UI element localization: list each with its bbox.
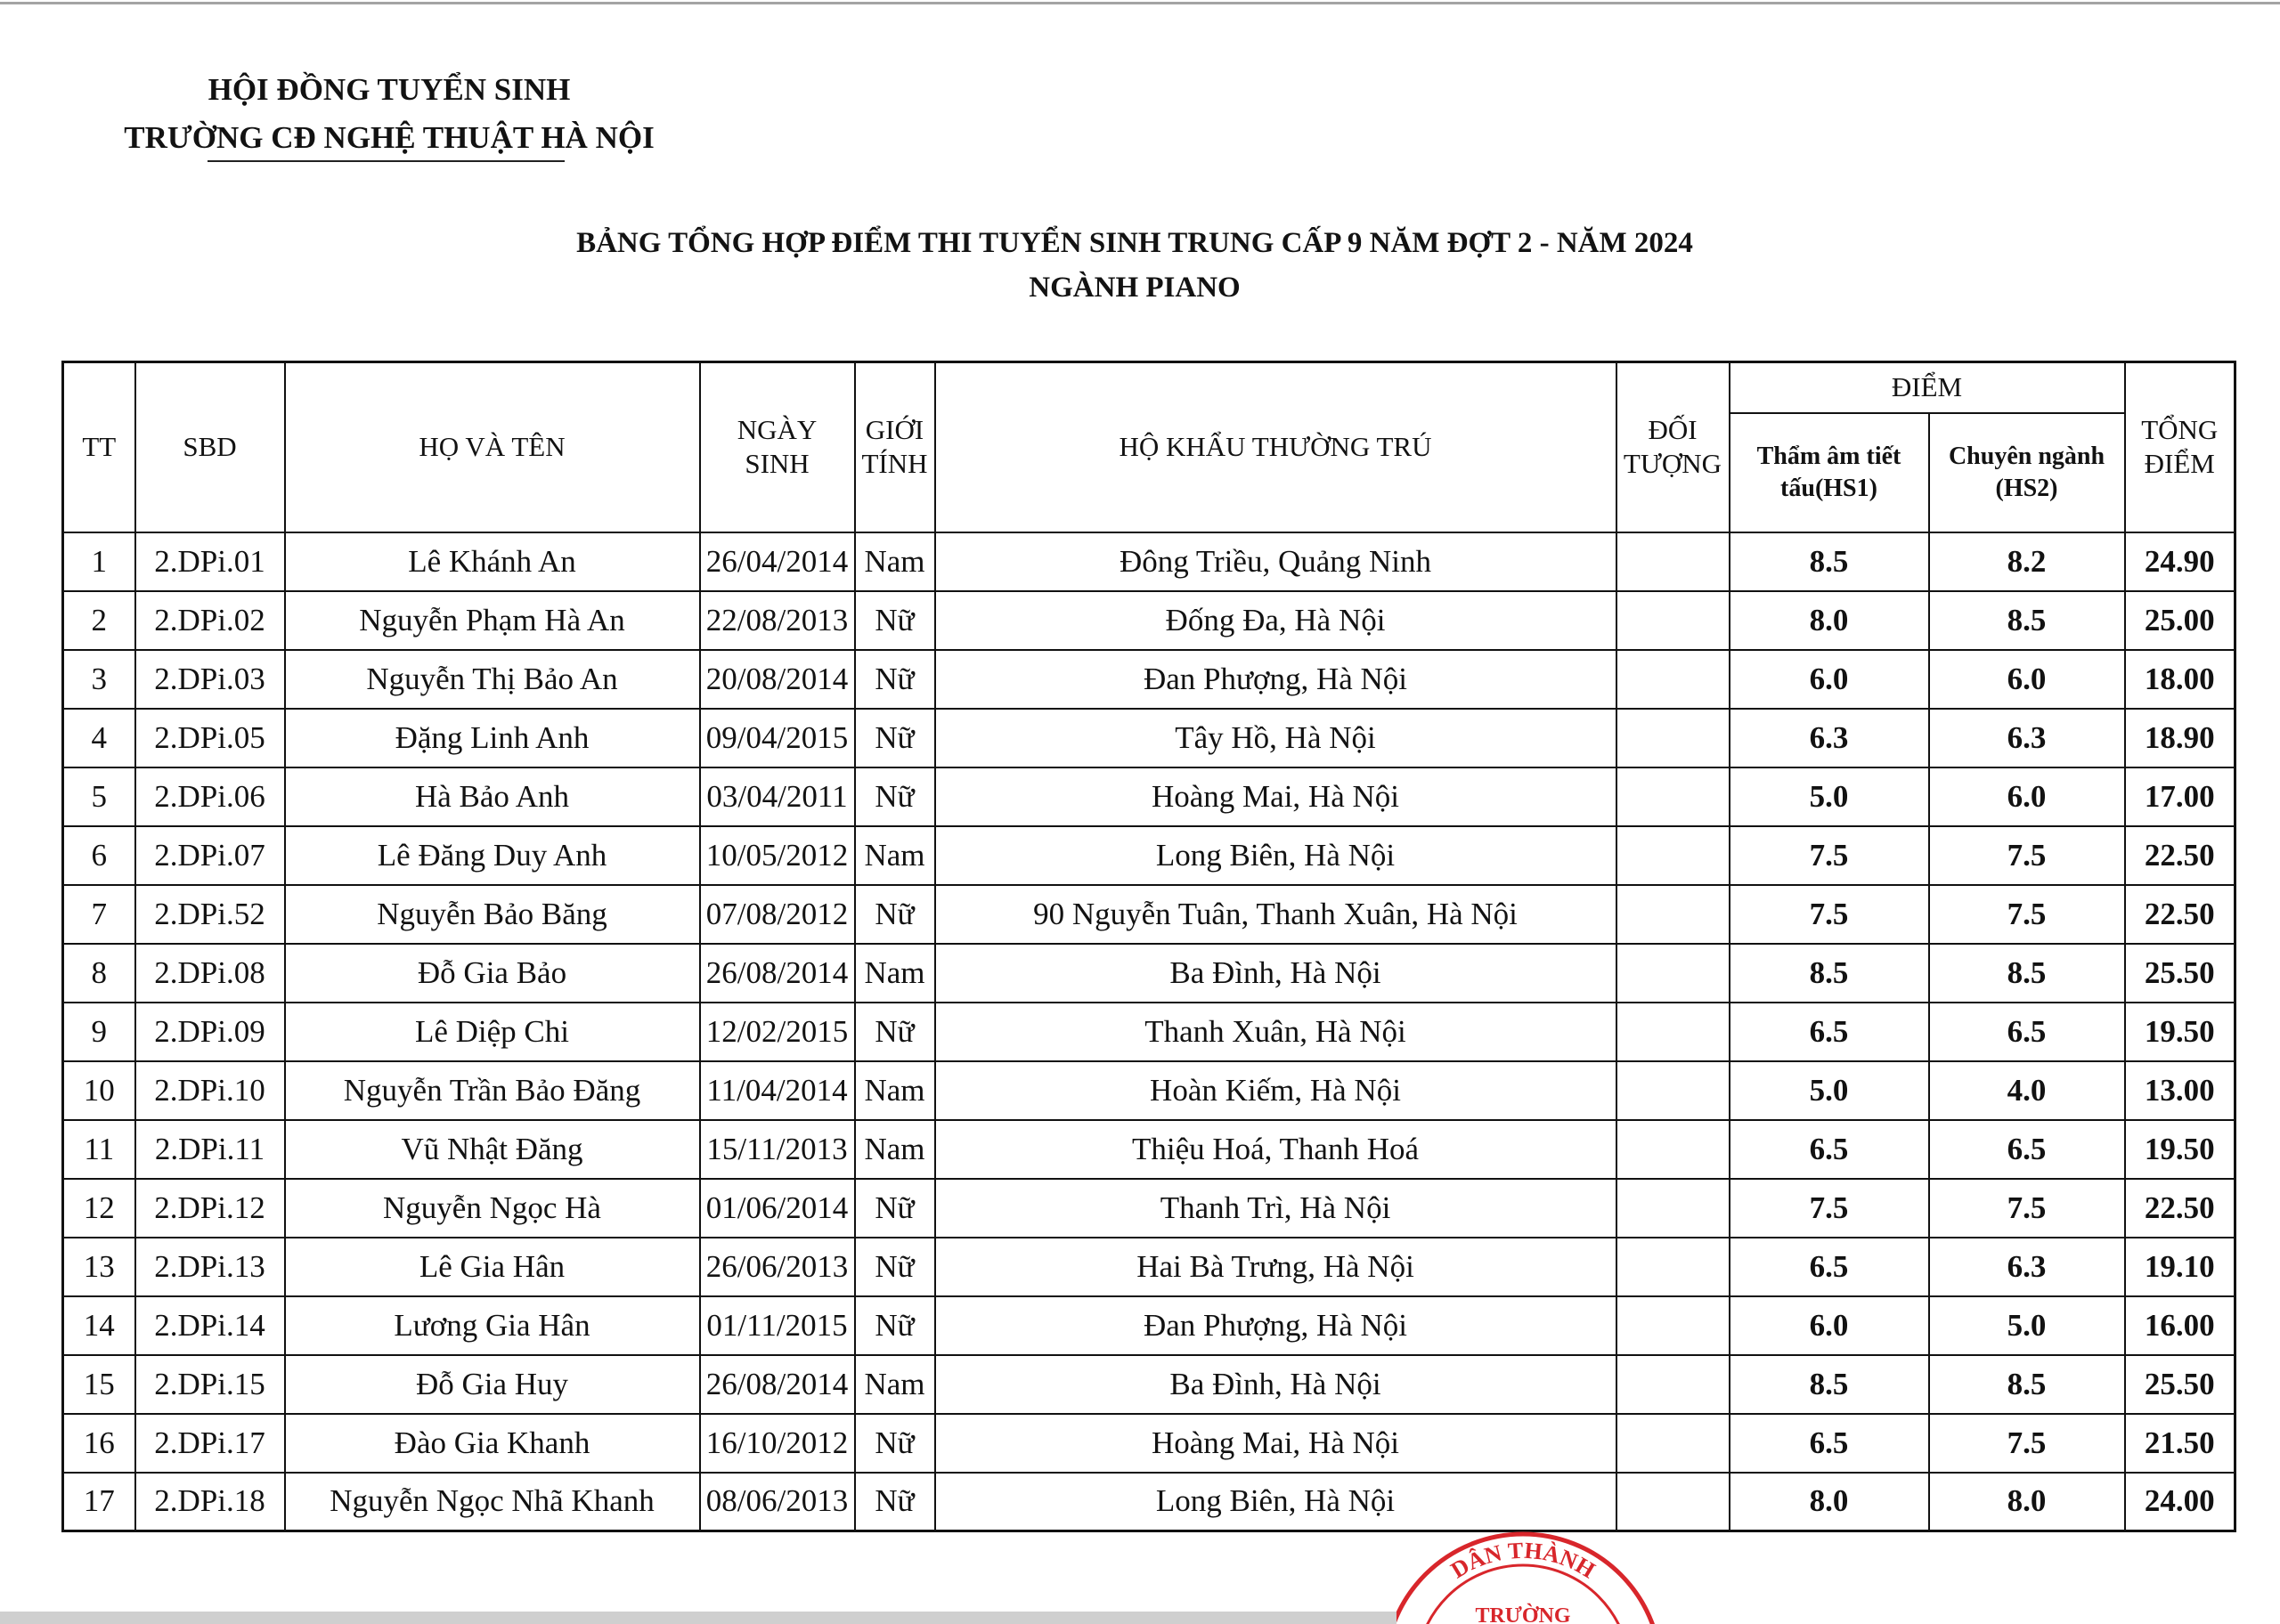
cell-hs2: 6.3	[1929, 1238, 2125, 1296]
cell-tt: 12	[63, 1179, 135, 1238]
cell-name: Lê Khánh An	[285, 532, 700, 591]
column-header-gender-line2: TÍNH	[861, 448, 928, 480]
cell-gender: Nữ	[855, 709, 935, 767]
column-header-address: HỘ KHẨU THƯỜNG TRÚ	[935, 362, 1616, 532]
cell-gender: Nữ	[855, 1003, 935, 1061]
cell-total: 22.50	[2125, 885, 2235, 944]
column-header-total-line1: TỔNG	[2141, 414, 2219, 446]
cell-category	[1616, 1061, 1730, 1120]
column-header-name: HỌ VÀ TÊN	[285, 362, 700, 532]
cell-gender: Nữ	[855, 1414, 935, 1473]
cell-category	[1616, 532, 1730, 591]
cell-hs2: 8.5	[1929, 591, 2125, 650]
cell-category	[1616, 1238, 1730, 1296]
cell-hs2: 8.0	[1929, 1473, 2125, 1531]
cell-name: Vũ Nhật Đăng	[285, 1120, 700, 1179]
cell-category	[1616, 826, 1730, 885]
cell-tt: 7	[63, 885, 135, 944]
cell-dob: 12/02/2015	[700, 1003, 855, 1061]
cell-sbd: 2.DPi.11	[135, 1120, 285, 1179]
scan-bottom-edge	[0, 1612, 1396, 1624]
cell-tt: 16	[63, 1414, 135, 1473]
cell-gender: Nữ	[855, 591, 935, 650]
cell-address: Ba Đình, Hà Nội	[935, 944, 1616, 1003]
cell-category	[1616, 1179, 1730, 1238]
cell-sbd: 2.DPi.17	[135, 1414, 285, 1473]
cell-total: 19.10	[2125, 1238, 2235, 1296]
cell-name: Hà Bảo Anh	[285, 767, 700, 826]
cell-hs2: 7.5	[1929, 826, 2125, 885]
cell-sbd: 2.DPi.01	[135, 532, 285, 591]
cell-dob: 10/05/2012	[700, 826, 855, 885]
cell-total: 17.00	[2125, 767, 2235, 826]
cell-tt: 8	[63, 944, 135, 1003]
cell-dob: 20/08/2014	[700, 650, 855, 709]
cell-hs2: 7.5	[1929, 1179, 2125, 1238]
cell-sbd: 2.DPi.10	[135, 1061, 285, 1120]
column-header-total-line2: ĐIỂM	[2144, 448, 2215, 480]
cell-name: Đặng Linh Anh	[285, 709, 700, 767]
cell-gender: Nam	[855, 1355, 935, 1414]
stamp-ring-text: DÂN THÀNH	[1445, 1537, 1600, 1584]
cell-dob: 01/11/2015	[700, 1296, 855, 1355]
cell-tt: 2	[63, 591, 135, 650]
cell-name: Nguyễn Bảo Băng	[285, 885, 700, 944]
cell-hs1: 5.0	[1730, 767, 1929, 826]
cell-hs2: 6.0	[1929, 650, 2125, 709]
cell-hs1: 6.5	[1730, 1238, 1929, 1296]
cell-total: 16.00	[2125, 1296, 2235, 1355]
table-row	[63, 1296, 2235, 1355]
cell-category	[1616, 709, 1730, 767]
cell-tt: 10	[63, 1061, 135, 1120]
cell-hs1: 8.5	[1730, 944, 1929, 1003]
cell-hs2: 4.0	[1929, 1061, 2125, 1120]
cell-tt: 5	[63, 767, 135, 826]
table-row	[63, 885, 2235, 944]
issuing-organization	[0, 66, 778, 162]
column-header-sbd: SBD	[135, 362, 285, 532]
column-header-hs2-line2: (HS2)	[1995, 474, 2058, 502]
table-row	[63, 1120, 2235, 1179]
cell-hs1: 8.0	[1730, 1473, 1929, 1531]
score-table	[61, 361, 2236, 1532]
cell-gender: Nam	[855, 1120, 935, 1179]
cell-gender: Nam	[855, 826, 935, 885]
cell-sbd: 2.DPi.08	[135, 944, 285, 1003]
cell-hs2: 6.3	[1929, 709, 2125, 767]
cell-category	[1616, 591, 1730, 650]
table-row	[63, 1473, 2235, 1531]
cell-address: Hai Bà Trưng, Hà Nội	[935, 1238, 1616, 1296]
cell-gender: Nam	[855, 944, 935, 1003]
cell-address: Tây Hồ, Hà Nội	[935, 709, 1616, 767]
cell-name: Nguyễn Trần Bảo Đăng	[285, 1061, 700, 1120]
cell-sbd: 2.DPi.52	[135, 885, 285, 944]
cell-name: Đỗ Gia Huy	[285, 1355, 700, 1414]
table-row	[63, 591, 2235, 650]
cell-hs2: 7.5	[1929, 885, 2125, 944]
table-row	[63, 650, 2235, 709]
cell-hs1: 6.0	[1730, 1296, 1929, 1355]
column-header-gender	[855, 362, 935, 532]
column-header-dob-line2: SINH	[745, 448, 810, 480]
cell-dob: 16/10/2012	[700, 1414, 855, 1473]
cell-name: Lê Gia Hân	[285, 1238, 700, 1296]
column-header-category	[1616, 362, 1730, 532]
column-header-hs1-line1: Thẩm âm tiết	[1756, 442, 1901, 470]
cell-hs2: 8.5	[1929, 944, 2125, 1003]
cell-address: Hoàng Mai, Hà Nội	[935, 1414, 1616, 1473]
cell-name: Nguyễn Ngọc Nhã Khanh	[285, 1473, 700, 1531]
cell-tt: 6	[63, 826, 135, 885]
document-title-line2: NGÀNH PIANO	[1029, 272, 1241, 304]
cell-tt: 13	[63, 1238, 135, 1296]
cell-category	[1616, 650, 1730, 709]
cell-total: 19.50	[2125, 1120, 2235, 1179]
cell-category	[1616, 1355, 1730, 1414]
cell-sbd: 2.DPi.02	[135, 591, 285, 650]
cell-address: Đan Phượng, Hà Nội	[935, 650, 1616, 709]
column-header-tt: TT	[63, 362, 135, 532]
cell-total: 25.50	[2125, 1355, 2235, 1414]
cell-gender: Nữ	[855, 885, 935, 944]
cell-total: 18.90	[2125, 709, 2235, 767]
cell-address: Đông Triều, Quảng Ninh	[935, 532, 1616, 591]
cell-dob: 07/08/2012	[700, 885, 855, 944]
cell-address: 90 Nguyễn Tuân, Thanh Xuân, Hà Nội	[935, 885, 1616, 944]
cell-category	[1616, 767, 1730, 826]
cell-name: Nguyễn Ngọc Hà	[285, 1179, 700, 1238]
cell-address: Ba Đình, Hà Nội	[935, 1355, 1616, 1414]
column-header-hs2	[1929, 413, 2125, 532]
document-title	[0, 221, 2269, 310]
cell-total: 22.50	[2125, 1179, 2235, 1238]
cell-name: Lê Diệp Chi	[285, 1003, 700, 1061]
scan-top-edge	[0, 2, 2280, 4]
table-row	[63, 767, 2235, 826]
school-name: TRƯỜNG CĐ NGHỆ THUẬT HÀ NỘI	[124, 120, 655, 155]
cell-address: Long Biên, Hà Nội	[935, 1473, 1616, 1531]
cell-sbd: 2.DPi.07	[135, 826, 285, 885]
cell-gender: Nam	[855, 1061, 935, 1120]
official-stamp	[1363, 1526, 1683, 1624]
cell-total: 19.50	[2125, 1003, 2235, 1061]
cell-dob: 15/11/2013	[700, 1120, 855, 1179]
cell-tt: 14	[63, 1296, 135, 1355]
cell-total: 25.50	[2125, 944, 2235, 1003]
cell-dob: 26/08/2014	[700, 944, 855, 1003]
cell-sbd: 2.DPi.12	[135, 1179, 285, 1238]
column-header-hs1	[1730, 413, 1929, 532]
cell-hs1: 6.0	[1730, 650, 1929, 709]
cell-total: 22.50	[2125, 826, 2235, 885]
cell-tt: 3	[63, 650, 135, 709]
cell-sbd: 2.DPi.03	[135, 650, 285, 709]
table-row	[63, 1061, 2235, 1120]
cell-sbd: 2.DPi.06	[135, 767, 285, 826]
cell-total: 24.00	[2125, 1473, 2235, 1531]
cell-address: Đan Phượng, Hà Nội	[935, 1296, 1616, 1355]
cell-total: 21.50	[2125, 1414, 2235, 1473]
cell-tt: 11	[63, 1120, 135, 1179]
cell-hs2: 5.0	[1929, 1296, 2125, 1355]
table-row	[63, 709, 2235, 767]
cell-hs1: 7.5	[1730, 1179, 1929, 1238]
stamp-center-text: TRƯỜNG	[1475, 1604, 1571, 1624]
cell-name: Lương Gia Hân	[285, 1296, 700, 1355]
cell-dob: 26/06/2013	[700, 1238, 855, 1296]
cell-hs1: 6.3	[1730, 709, 1929, 767]
table-row	[63, 1355, 2235, 1414]
cell-hs1: 8.5	[1730, 532, 1929, 591]
column-header-gender-line1: GIỚI	[865, 414, 924, 446]
cell-tt: 15	[63, 1355, 135, 1414]
cell-gender: Nữ	[855, 1473, 935, 1531]
table-row	[63, 532, 2235, 591]
cell-address: Đống Đa, Hà Nội	[935, 591, 1616, 650]
cell-dob: 11/04/2014	[700, 1061, 855, 1120]
cell-hs1: 6.5	[1730, 1120, 1929, 1179]
cell-hs1: 5.0	[1730, 1061, 1929, 1120]
cell-gender: Nữ	[855, 1179, 935, 1238]
cell-address: Hoàn Kiếm, Hà Nội	[935, 1061, 1616, 1120]
cell-address: Thiệu Hoá, Thanh Hoá	[935, 1120, 1616, 1179]
cell-sbd: 2.DPi.15	[135, 1355, 285, 1414]
table-row	[63, 1003, 2235, 1061]
cell-dob: 22/08/2013	[700, 591, 855, 650]
column-header-hs2-line1: Chuyên ngành	[1948, 442, 2105, 470]
cell-dob: 26/08/2014	[700, 1355, 855, 1414]
cell-gender: Nữ	[855, 650, 935, 709]
cell-category	[1616, 1473, 1730, 1531]
cell-tt: 9	[63, 1003, 135, 1061]
cell-sbd: 2.DPi.05	[135, 709, 285, 767]
cell-total: 25.00	[2125, 591, 2235, 650]
cell-gender: Nữ	[855, 767, 935, 826]
cell-gender: Nữ	[855, 1238, 935, 1296]
cell-gender: Nữ	[855, 1296, 935, 1355]
cell-hs1: 8.0	[1730, 591, 1929, 650]
cell-hs1: 6.5	[1730, 1003, 1929, 1061]
cell-tt: 1	[63, 532, 135, 591]
cell-sbd: 2.DPi.13	[135, 1238, 285, 1296]
cell-name: Nguyễn Thị Bảo An	[285, 650, 700, 709]
cell-name: Đào Gia Khanh	[285, 1414, 700, 1473]
column-header-dob	[700, 362, 855, 532]
cell-hs2: 7.5	[1929, 1414, 2125, 1473]
table-row	[63, 1414, 2235, 1473]
cell-dob: 08/06/2013	[700, 1473, 855, 1531]
cell-hs1: 7.5	[1730, 885, 1929, 944]
cell-name: Lê Đăng Duy Anh	[285, 826, 700, 885]
cell-hs2: 6.5	[1929, 1120, 2125, 1179]
cell-name: Nguyễn Phạm Hà An	[285, 591, 700, 650]
cell-category	[1616, 1296, 1730, 1355]
table-row	[63, 1179, 2235, 1238]
cell-sbd: 2.DPi.18	[135, 1473, 285, 1531]
column-header-score-group: ĐIỂM	[1730, 362, 2125, 413]
cell-hs1: 6.5	[1730, 1414, 1929, 1473]
cell-sbd: 2.DPi.14	[135, 1296, 285, 1355]
column-header-hs1-line2: tấu(HS1)	[1780, 474, 1877, 502]
cell-total: 13.00	[2125, 1061, 2235, 1120]
cell-name: Đỗ Gia Bảo	[285, 944, 700, 1003]
cell-address: Hoàng Mai, Hà Nội	[935, 767, 1616, 826]
cell-tt: 17	[63, 1473, 135, 1531]
column-header-category-line1: ĐỐI	[1648, 414, 1698, 446]
column-header-category-line2: TƯỢNG	[1623, 448, 1722, 480]
cell-dob: 09/04/2015	[700, 709, 855, 767]
cell-category	[1616, 944, 1730, 1003]
score-table-body	[63, 532, 2235, 1531]
cell-category	[1616, 885, 1730, 944]
document-title-line1: BẢNG TỔNG HỢP ĐIỂM THI TUYỂN SINH TRUNG CẤP 9 NĂM ĐỢT 2 - NĂM 2024	[576, 227, 1693, 259]
column-header-total	[2125, 362, 2235, 532]
table-row	[63, 1238, 2235, 1296]
cell-address: Thanh Xuân, Hà Nội	[935, 1003, 1616, 1061]
cell-address: Long Biên, Hà Nội	[935, 826, 1616, 885]
cell-hs2: 8.2	[1929, 532, 2125, 591]
cell-dob: 03/04/2011	[700, 767, 855, 826]
cell-dob: 01/06/2014	[700, 1179, 855, 1238]
cell-hs2: 8.5	[1929, 1355, 2125, 1414]
cell-total: 18.00	[2125, 650, 2235, 709]
cell-hs1: 7.5	[1730, 826, 1929, 885]
organization-underline	[208, 160, 565, 162]
cell-category	[1616, 1414, 1730, 1473]
table-row	[63, 944, 2235, 1003]
cell-category	[1616, 1120, 1730, 1179]
cell-dob: 26/04/2014	[700, 532, 855, 591]
cell-hs1: 8.5	[1730, 1355, 1929, 1414]
council-name: HỘI ĐỒNG TUYỂN SINH	[208, 72, 571, 107]
table-row	[63, 826, 2235, 885]
cell-hs2: 6.5	[1929, 1003, 2125, 1061]
cell-category	[1616, 1003, 1730, 1061]
cell-tt: 4	[63, 709, 135, 767]
cell-sbd: 2.DPi.09	[135, 1003, 285, 1061]
cell-total: 24.90	[2125, 532, 2235, 591]
column-header-dob-line1: NGÀY	[737, 414, 818, 446]
cell-hs2: 6.0	[1929, 767, 2125, 826]
cell-gender: Nam	[855, 532, 935, 591]
cell-address: Thanh Trì, Hà Nội	[935, 1179, 1616, 1238]
